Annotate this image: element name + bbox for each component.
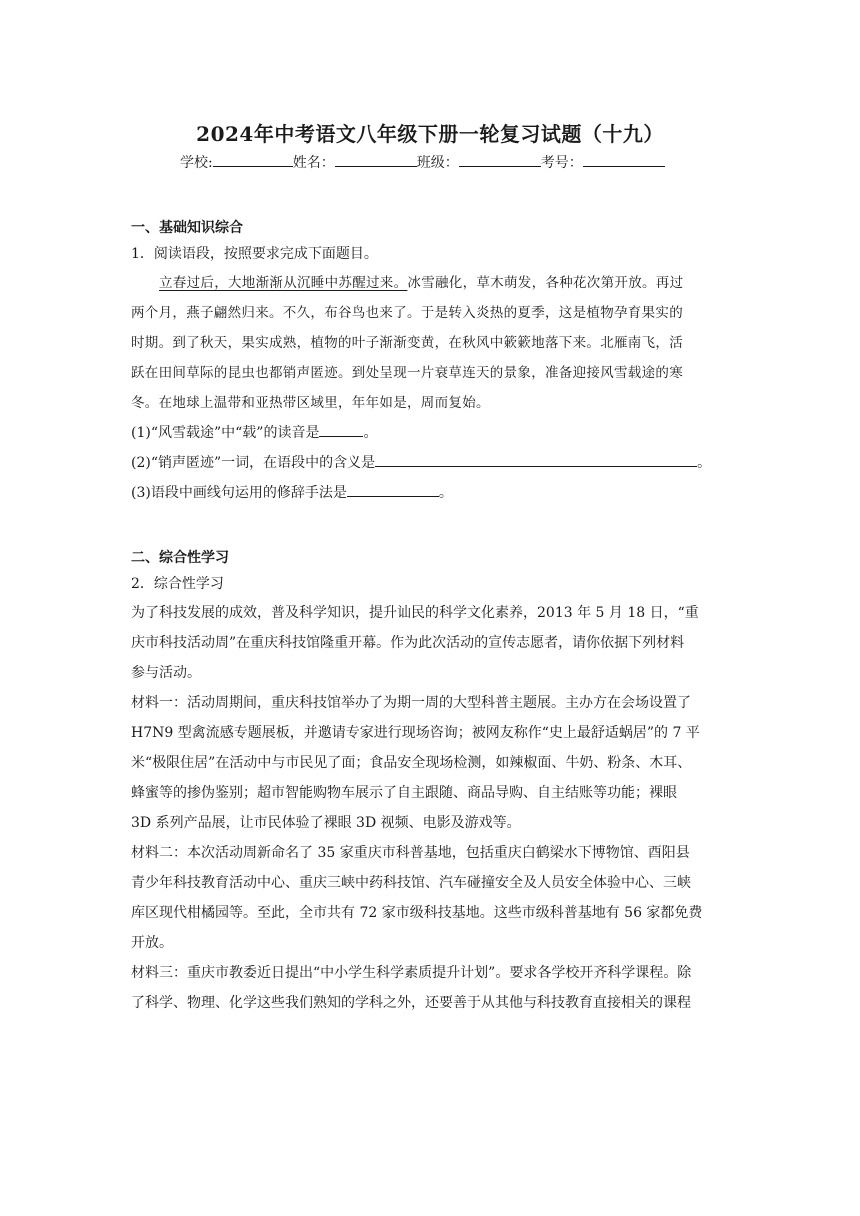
exam-no-label: 考号： xyxy=(540,155,583,171)
name-label: 姓名： xyxy=(292,155,335,171)
sub-question-3 xyxy=(131,478,731,508)
intro-line-1: 为了科技发展的成效，普及科学知识，提升讪民的科学文化素养，2013 年 5 月 18 日，“重 xyxy=(131,605,699,621)
question1-title: 1．阅读语段，按照要求完成下面题目。 xyxy=(131,246,378,262)
sub-question-3-text: (3)语段中画线句运用的修辞手法是 xyxy=(131,485,347,501)
sub-question-2-blank xyxy=(375,452,697,467)
exam-content xyxy=(131,218,731,1018)
sub-question-2 xyxy=(131,448,731,478)
class-blank xyxy=(459,152,541,167)
passage-line-5: 冬。在地球上温带和亚热带区域里，年年如是，周而复始。 xyxy=(131,395,490,411)
sub-question-1-end: 。 xyxy=(363,425,378,441)
student-info-line xyxy=(180,152,665,172)
passage-line-4: 跃在田间草际的昆虫也都销声匿迹。到处呈现一片衰草连天的景象，准备迎接风雪载途的寒 xyxy=(131,365,683,381)
material2-line-2: 青少年科技教育活动中心、重庆三峡中药科技馆、汽车碰撞安全及人员安全体验中心、三峡 xyxy=(131,875,691,891)
sub-question-1-blank xyxy=(319,422,363,437)
exam-no-blank xyxy=(583,152,665,167)
question2-title: 2．综合性学习 xyxy=(131,576,224,592)
passage-line-3: 时期。到了秋天，果实成熟，植物的叶子渐渐变黄，在秋风中簌簌地落下来。北雁南飞，活 xyxy=(131,335,683,351)
page-title: 2024年中考语文八年级下册一轮复习试题（十九） xyxy=(196,122,664,146)
material1-line-4: 蜂蜜等的掺伪鉴别；超市智能购物车展示了自主跟随、商品导购、自主结账等功能；裸眼 xyxy=(131,785,677,801)
passage-line-2: 两个月，燕子翩然归来。不久，布谷鸟也来了。于是转入炎热的夏季，这是植物孕育果实的 xyxy=(131,305,683,321)
sub-question-1-text: (1)“风雪载途”中“载”的读音是 xyxy=(131,425,320,441)
material3-line-1: 材料三：重庆市教委近日提出“中小学生科学素质提升计划”。要求各学校开齐科学课程。除 xyxy=(131,965,692,981)
passage-line-1-rest: 冰雪融化，草木萌发，各种花次第开放。再过 xyxy=(407,275,684,291)
passage-line-1 xyxy=(131,268,731,298)
section1-heading: 一、基础知识综合 xyxy=(131,220,243,236)
material1-line-1: 材料一：活动周期间，重庆科技馆举办了为期一周的大型科普主题展。主办方在会场设置了 xyxy=(131,695,691,711)
section2-heading: 二、综合性学习 xyxy=(131,550,229,566)
school-label: 学校: xyxy=(180,155,213,171)
material2-line-3: 库区现代柑橘园等。至此，全市共有 72 家市级科技基地。这些市级科普基地有 56 家都免费 xyxy=(131,905,703,921)
underlined-sentence: 立春过后，大地渐渐从沉睡中苏醒过来。 xyxy=(159,275,408,291)
sub-question-3-blank xyxy=(347,482,439,497)
material2-line-4: 开放。 xyxy=(131,935,173,951)
name-blank xyxy=(335,152,417,167)
sub-question-2-end: 。 xyxy=(697,455,712,471)
material3-line-2: 了科学、物理、化学这些我们熟知的学科之外，还要善于从其他与科技教育直接相关的课程 xyxy=(131,995,691,1011)
intro-line-3: 参与活动。 xyxy=(131,665,201,681)
class-label: 班级： xyxy=(416,155,459,171)
material2-line-1: 材料二：本次活动周新命名了 35 家重庆市科普基地，包括重庆白鹤梁水下博物馆、酉阳县 xyxy=(131,845,690,861)
intro-line-2: 庆市科技活动周”在重庆科技馆隆重开幕。作为此次活动的宣传志愿者，请你依据下列材料 xyxy=(131,635,685,651)
section-gap xyxy=(131,508,731,548)
sub-question-3-end: 。 xyxy=(438,485,453,501)
sub-question-2-text: (2)“销声匿迹”一词，在语段中的含义是 xyxy=(131,455,376,471)
material1-line-5: 3D 系列产品展，让市民体验了裸眼 3D 视频、电影及游戏等。 xyxy=(131,815,521,831)
sub-question-1 xyxy=(131,418,731,448)
material1-line-2: H7N9 型禽流感专题展板，并邀请专家进行现场咨询；被网友称作“史上最舒适蜗居”的 7 平 xyxy=(131,725,700,741)
material1-line-3: 米“极限住居”在活动中与市民见了面；食品安全现场检测，如辣椒面、牛奶、粉条、木耳、 xyxy=(131,755,692,771)
school-blank xyxy=(213,152,293,167)
